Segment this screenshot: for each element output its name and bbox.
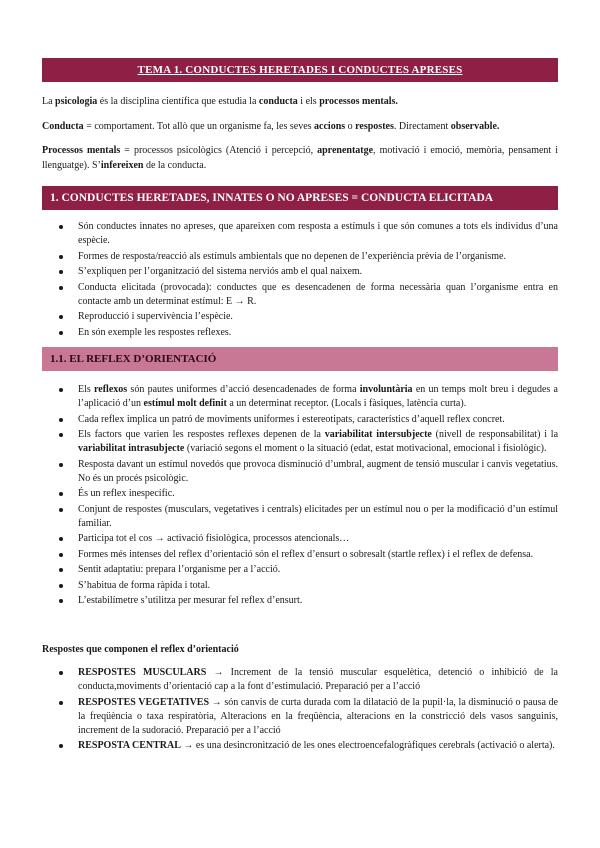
text-run: = processos psicològics (Atenció i percepció, [120, 145, 318, 156]
bullet-item [42, 594, 558, 608]
text-run: → Increment de la tensió muscular esquelètica, detenció o inhibició de la conducta,moviments d’orientació cap a la font d’estimulació. Preparació per a l’acció [78, 667, 558, 692]
bullet-dot-icon [59, 331, 63, 335]
section-1-heading [42, 186, 558, 210]
bullet-dot-icon [59, 463, 63, 467]
section-1-heading-text: 1. CONDUCTES HERETADES, INNATES O NO APRESES = CONDUCTA ELICITADA [50, 192, 494, 204]
bold-text-run: conducta [258, 96, 298, 107]
text-run: en un temps molt breu i degudes a l’aplicació d’un [78, 384, 558, 409]
text-run: S’habitua de forma ràpida i total. [78, 579, 211, 591]
bold-text-run: RESPOSTES MUSCULARS [78, 667, 207, 678]
text-run: (variació segons el moment o la situació (edat, estat motivacional, emocional i fisiològic). [184, 443, 547, 454]
bullet-item [42, 428, 558, 456]
bullet-item [42, 281, 558, 309]
bullet-dot-icon [59, 553, 63, 557]
bullet-item [42, 383, 558, 411]
text-run: La [42, 96, 56, 107]
bold-text-run: RESPOSTES VEGETATIVES [78, 696, 210, 708]
bold-text-run: RESPOSTA CENTRAL [78, 740, 181, 751]
bold-text-run: variabilitat intersubjecte [324, 429, 432, 440]
bold-text-run: aprenentatge [317, 145, 374, 156]
bold-text-run: observable. [450, 121, 500, 132]
bullet-dot-icon [59, 492, 63, 496]
document-title: TEMA 1. CONDUCTES HERETADES I CONDUCTES APRESES [137, 64, 463, 76]
bullet-dot-icon [59, 671, 63, 675]
text-run: Cada reflex implica un patró de moviments uniformes i estereotipats, característics d’aquell reflex concret. [78, 413, 505, 425]
intro-paragraph-processos-mentals [42, 143, 558, 173]
bullet-item [42, 503, 558, 531]
bullet-dot-icon [59, 433, 63, 437]
document-title-bar [42, 58, 558, 82]
text-run: és la disciplina científica que estudia la [97, 96, 259, 107]
text-run: → són canvis de curta durada com la dilatació de la pupil·la, la disminució o pausa de la freqüència o taxa respiratòria, Alteracions en la freqüència, alteracions en la constricció dels vasos sanguinis, increment de la sudoració. Preparació per a l’acció [78, 696, 558, 736]
text-run: de la conducta. [143, 160, 207, 171]
bullet-item [42, 532, 558, 546]
section-1-1-heading [42, 347, 558, 371]
bullet-item [42, 563, 558, 577]
bullet-dot-icon [59, 388, 63, 392]
text-run: En són exemple les respostes reflexes. [78, 326, 232, 338]
intro-paragraph-psicologia [42, 94, 558, 109]
bold-text-run: Conducta [42, 121, 84, 132]
bullet-dot-icon [59, 744, 63, 748]
section-1-1-heading-text: 1.1. EL REFLEX D’ORIENTACIÓ [50, 353, 217, 365]
bullet-item [42, 458, 558, 486]
text-run: Participa tot el cos → activació fisiològica, processos atencionals… [78, 533, 350, 544]
text-run: (nivell de responsabilitat) i la [431, 429, 559, 440]
bold-text-run: psicologia [55, 96, 98, 107]
bold-text-run: involuntària [359, 384, 413, 395]
text-run: → es una desincronització de les ones electroencefalogràfiques cerebrals (activació o alerta). [180, 740, 555, 751]
bold-text-run: reflexos [94, 384, 128, 395]
text-run: Resposta davant un estímul novedós que provoca disminució d’umbral, augment de tensió muscular i canvis vegetatius. No és un procés psicològic. [78, 458, 558, 484]
text-run: i els [297, 96, 320, 107]
bullet-dot-icon [59, 255, 63, 259]
bullet-dot-icon [59, 584, 63, 588]
bold-text-run: respostes [355, 121, 394, 132]
bullet-dot-icon [59, 418, 63, 422]
section-1-1-bullet-list [42, 383, 558, 610]
bullet-dot-icon [59, 599, 63, 603]
bullet-dot-icon [59, 315, 63, 319]
bullet-item [42, 579, 558, 593]
text-run: Els [78, 384, 95, 395]
text-run: Reproducció i supervivència l’espècie. [78, 311, 233, 322]
bullet-item [42, 310, 558, 324]
intro-paragraph-conducta [42, 119, 558, 134]
bold-text-run: accions [314, 121, 346, 132]
bullet-dot-icon [59, 701, 63, 705]
bold-text-run: estímul molt definit [143, 398, 227, 409]
bold-text-run: processos mentals. [319, 96, 398, 107]
bullet-item [42, 548, 558, 562]
text-run: Formes més intenses del reflex d’orientació són el reflex d’ensurt o sobresalt (startle reflex) i el reflex de defensa. [78, 548, 534, 560]
text-run: Són conductes innates no apreses, que apareixen com resposta a estímuls i que són comunes a tots els individus d’una espècie. [78, 221, 558, 246]
components-bullet-list [42, 666, 558, 755]
bullet-item [42, 250, 558, 264]
text-run: Formes de resposta/reacció als estímuls ambientals que no depenen de l’experiència prèvia de l’organisme. [78, 250, 506, 262]
bullet-dot-icon [59, 225, 63, 229]
bullet-item [42, 739, 558, 753]
text-run: són pautes uniformes d’acció desencadenades de forma [127, 384, 360, 395]
text-run: o [345, 121, 356, 132]
bullet-item [42, 413, 558, 427]
bullet-dot-icon [59, 568, 63, 572]
text-run: Conducta elicitada (provocada): conductes que es desencadenen de forma necessària quan l’organisme entra en contacte amb un determinat estímul: E → R. [78, 281, 558, 307]
text-run: És un reflex inespecífic. [78, 488, 175, 499]
bullet-item [42, 666, 558, 694]
text-run: = comportament. Tot allò que un organisme fa, les seves [83, 121, 315, 132]
bullet-dot-icon [59, 508, 63, 512]
bold-text-run: infereixen [100, 160, 144, 171]
section-1-bullet-list [42, 220, 558, 341]
text-run: . Directament [393, 121, 451, 132]
bullet-item [42, 220, 558, 248]
bold-text-run: Processos mentals [42, 145, 121, 156]
bullet-item [42, 326, 558, 340]
components-subheading: Respostes que componen el reflex d’orientació [42, 644, 239, 655]
text-run: Conjunt de respostes (musculars, vegetatives i centrals) elicitades per un estímul nou o per la modificació d’un estímul familiar. [78, 503, 558, 529]
bold-text-run: variabilitat intrasubjecte [78, 443, 185, 454]
bullet-dot-icon [59, 270, 63, 274]
text-run: a un determinat receptor. (Locals i fàsiques, latència curta). [226, 398, 467, 409]
bullet-item [42, 487, 558, 501]
text-run: Sentit adaptatiu: prepara l’organisme per a l’acció. [78, 564, 281, 575]
text-run: , motivació i emoció, memòria, pensament i llenguatge). S’ [42, 145, 558, 171]
text-run: S’expliquen per l’organització del sistema nerviós amb el qual naixem. [78, 266, 363, 277]
bullet-dot-icon [59, 537, 63, 541]
bullet-dot-icon [59, 286, 63, 290]
bullet-item [42, 265, 558, 279]
bullet-item [42, 696, 558, 738]
text-run: Els factors que varien les respostes reflexes depenen de la [78, 429, 325, 440]
text-run: L’estabilímetre s’utilitza per mesurar fel reflex d’ensurt. [78, 595, 303, 606]
